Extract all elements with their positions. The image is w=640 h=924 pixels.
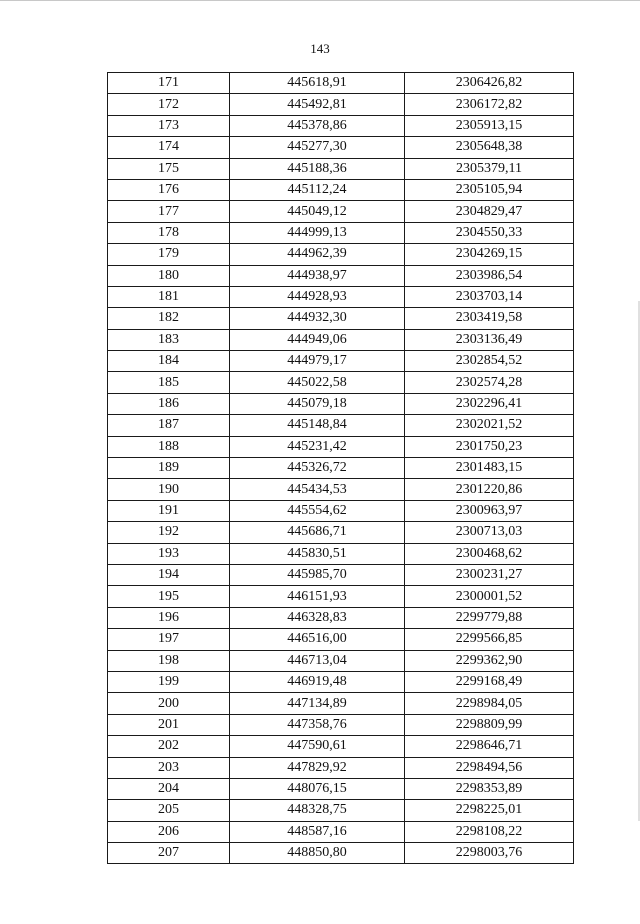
- x-coordinate-cell: 445554,62: [230, 500, 405, 521]
- y-coordinate-cell: 2304829,47: [405, 201, 574, 222]
- x-coordinate-cell: 445985,70: [230, 564, 405, 585]
- y-coordinate-cell: 2298646,71: [405, 736, 574, 757]
- y-coordinate-cell: 2302574,28: [405, 372, 574, 393]
- point-number-cell: 188: [108, 436, 230, 457]
- x-coordinate-cell: 448076,15: [230, 778, 405, 799]
- x-coordinate-cell: 446919,48: [230, 671, 405, 692]
- x-coordinate-cell: 445188,36: [230, 158, 405, 179]
- y-coordinate-cell: 2298225,01: [405, 800, 574, 821]
- table-row: [108, 329, 574, 350]
- point-number-cell: 195: [108, 586, 230, 607]
- point-number-cell: 185: [108, 372, 230, 393]
- table-row: [108, 179, 574, 200]
- table-row: [108, 650, 574, 671]
- table-row: [108, 693, 574, 714]
- x-coordinate-cell: 444962,39: [230, 244, 405, 265]
- y-coordinate-cell: 2298494,56: [405, 757, 574, 778]
- y-coordinate-cell: 2304269,15: [405, 244, 574, 265]
- x-coordinate-cell: 445378,86: [230, 115, 405, 136]
- point-number-cell: 187: [108, 415, 230, 436]
- y-coordinate-cell: 2306172,82: [405, 94, 574, 115]
- x-coordinate-cell: 444932,30: [230, 308, 405, 329]
- y-coordinate-cell: 2300231,27: [405, 564, 574, 585]
- table-row: [108, 415, 574, 436]
- table-row: [108, 201, 574, 222]
- table-row: [108, 458, 574, 479]
- point-number-cell: 202: [108, 736, 230, 757]
- table-row: [108, 564, 574, 585]
- y-coordinate-cell: 2299362,90: [405, 650, 574, 671]
- table-row: [108, 158, 574, 179]
- point-number-cell: 181: [108, 286, 230, 307]
- table-row: [108, 137, 574, 158]
- table-row: [108, 115, 574, 136]
- y-coordinate-cell: 2298984,05: [405, 693, 574, 714]
- table-row: [108, 671, 574, 692]
- table-row: [108, 436, 574, 457]
- point-number-cell: 178: [108, 222, 230, 243]
- table-row: [108, 286, 574, 307]
- table-row: [108, 800, 574, 821]
- table-row: [108, 821, 574, 842]
- point-number-cell: 190: [108, 479, 230, 500]
- table-row: [108, 543, 574, 564]
- point-number-cell: 172: [108, 94, 230, 115]
- table-row: [108, 757, 574, 778]
- x-coordinate-cell: 445434,53: [230, 479, 405, 500]
- y-coordinate-cell: 2300963,97: [405, 500, 574, 521]
- point-number-cell: 180: [108, 265, 230, 286]
- x-coordinate-cell: 445686,71: [230, 522, 405, 543]
- point-number-cell: 177: [108, 201, 230, 222]
- x-coordinate-cell: 448587,16: [230, 821, 405, 842]
- point-number-cell: 192: [108, 522, 230, 543]
- x-coordinate-cell: 445148,84: [230, 415, 405, 436]
- y-coordinate-cell: 2301220,86: [405, 479, 574, 500]
- y-coordinate-cell: 2304550,33: [405, 222, 574, 243]
- page-number: 143: [310, 41, 330, 56]
- table-row: [108, 265, 574, 286]
- x-coordinate-cell: 445022,58: [230, 372, 405, 393]
- point-number-cell: 171: [108, 73, 230, 94]
- table-row: [108, 843, 574, 864]
- point-number-cell: 200: [108, 693, 230, 714]
- x-coordinate-cell: 448850,80: [230, 843, 405, 864]
- table-row: [108, 372, 574, 393]
- y-coordinate-cell: 2303419,58: [405, 308, 574, 329]
- y-coordinate-cell: 2300468,62: [405, 543, 574, 564]
- table-row: [108, 736, 574, 757]
- point-number-cell: 205: [108, 800, 230, 821]
- y-coordinate-cell: 2301750,23: [405, 436, 574, 457]
- y-coordinate-cell: 2299779,88: [405, 607, 574, 628]
- x-coordinate-cell: 445079,18: [230, 393, 405, 414]
- y-coordinate-cell: 2306426,82: [405, 73, 574, 94]
- x-coordinate-cell: 447134,89: [230, 693, 405, 714]
- y-coordinate-cell: 2305913,15: [405, 115, 574, 136]
- x-coordinate-cell: 444928,93: [230, 286, 405, 307]
- x-coordinate-cell: 445326,72: [230, 458, 405, 479]
- table-row: [108, 500, 574, 521]
- x-coordinate-cell: 447590,61: [230, 736, 405, 757]
- table-row: [108, 244, 574, 265]
- x-coordinate-cell: 445277,30: [230, 137, 405, 158]
- y-coordinate-cell: 2303703,14: [405, 286, 574, 307]
- x-coordinate-cell: 447829,92: [230, 757, 405, 778]
- point-number-cell: 203: [108, 757, 230, 778]
- y-coordinate-cell: 2305379,11: [405, 158, 574, 179]
- point-number-cell: 207: [108, 843, 230, 864]
- table-row: [108, 714, 574, 735]
- table-row: [108, 308, 574, 329]
- point-number-cell: 184: [108, 351, 230, 372]
- point-number-cell: 198: [108, 650, 230, 671]
- point-number-cell: 191: [108, 500, 230, 521]
- point-number-cell: 189: [108, 458, 230, 479]
- x-coordinate-cell: 447358,76: [230, 714, 405, 735]
- x-coordinate-cell: 445830,51: [230, 543, 405, 564]
- point-number-cell: 179: [108, 244, 230, 265]
- y-coordinate-cell: 2302296,41: [405, 393, 574, 414]
- coordinates-table: [107, 72, 574, 864]
- y-coordinate-cell: 2302854,52: [405, 351, 574, 372]
- table-row: [108, 351, 574, 372]
- y-coordinate-cell: 2298353,89: [405, 778, 574, 799]
- point-number-cell: 196: [108, 607, 230, 628]
- x-coordinate-cell: 446328,83: [230, 607, 405, 628]
- x-coordinate-cell: 445112,24: [230, 179, 405, 200]
- point-number-cell: 201: [108, 714, 230, 735]
- y-coordinate-cell: 2298003,76: [405, 843, 574, 864]
- point-number-cell: 174: [108, 137, 230, 158]
- table-row: [108, 393, 574, 414]
- y-coordinate-cell: 2298108,22: [405, 821, 574, 842]
- y-coordinate-cell: 2305105,94: [405, 179, 574, 200]
- table-row: [108, 94, 574, 115]
- x-coordinate-cell: 444938,97: [230, 265, 405, 286]
- point-number-cell: 175: [108, 158, 230, 179]
- point-number-cell: 176: [108, 179, 230, 200]
- x-coordinate-cell: 446151,93: [230, 586, 405, 607]
- point-number-cell: 186: [108, 393, 230, 414]
- point-number-cell: 206: [108, 821, 230, 842]
- table-row: [108, 522, 574, 543]
- table-row: [108, 479, 574, 500]
- table-row: [108, 222, 574, 243]
- table-row: [108, 586, 574, 607]
- point-number-cell: 183: [108, 329, 230, 350]
- coordinates-table-body: [108, 73, 574, 864]
- table-row: [108, 607, 574, 628]
- x-coordinate-cell: 448328,75: [230, 800, 405, 821]
- y-coordinate-cell: 2303986,54: [405, 265, 574, 286]
- x-coordinate-cell: 445231,42: [230, 436, 405, 457]
- point-number-cell: 194: [108, 564, 230, 585]
- point-number-cell: 199: [108, 671, 230, 692]
- y-coordinate-cell: 2299566,85: [405, 629, 574, 650]
- y-coordinate-cell: 2305648,38: [405, 137, 574, 158]
- y-coordinate-cell: 2298809,99: [405, 714, 574, 735]
- y-coordinate-cell: 2300001,52: [405, 586, 574, 607]
- y-coordinate-cell: 2299168,49: [405, 671, 574, 692]
- y-coordinate-cell: 2302021,52: [405, 415, 574, 436]
- x-coordinate-cell: 444949,06: [230, 329, 405, 350]
- point-number-cell: 193: [108, 543, 230, 564]
- y-coordinate-cell: 2300713,03: [405, 522, 574, 543]
- x-coordinate-cell: 446713,04: [230, 650, 405, 671]
- x-coordinate-cell: 445049,12: [230, 201, 405, 222]
- x-coordinate-cell: 445492,81: [230, 94, 405, 115]
- point-number-cell: 197: [108, 629, 230, 650]
- point-number-cell: 204: [108, 778, 230, 799]
- x-coordinate-cell: 444979,17: [230, 351, 405, 372]
- x-coordinate-cell: 444999,13: [230, 222, 405, 243]
- x-coordinate-cell: 445618,91: [230, 73, 405, 94]
- table-row: [108, 73, 574, 94]
- x-coordinate-cell: 446516,00: [230, 629, 405, 650]
- point-number-cell: 173: [108, 115, 230, 136]
- y-coordinate-cell: 2301483,15: [405, 458, 574, 479]
- y-coordinate-cell: 2303136,49: [405, 329, 574, 350]
- table-row: [108, 778, 574, 799]
- table-row: [108, 629, 574, 650]
- point-number-cell: 182: [108, 308, 230, 329]
